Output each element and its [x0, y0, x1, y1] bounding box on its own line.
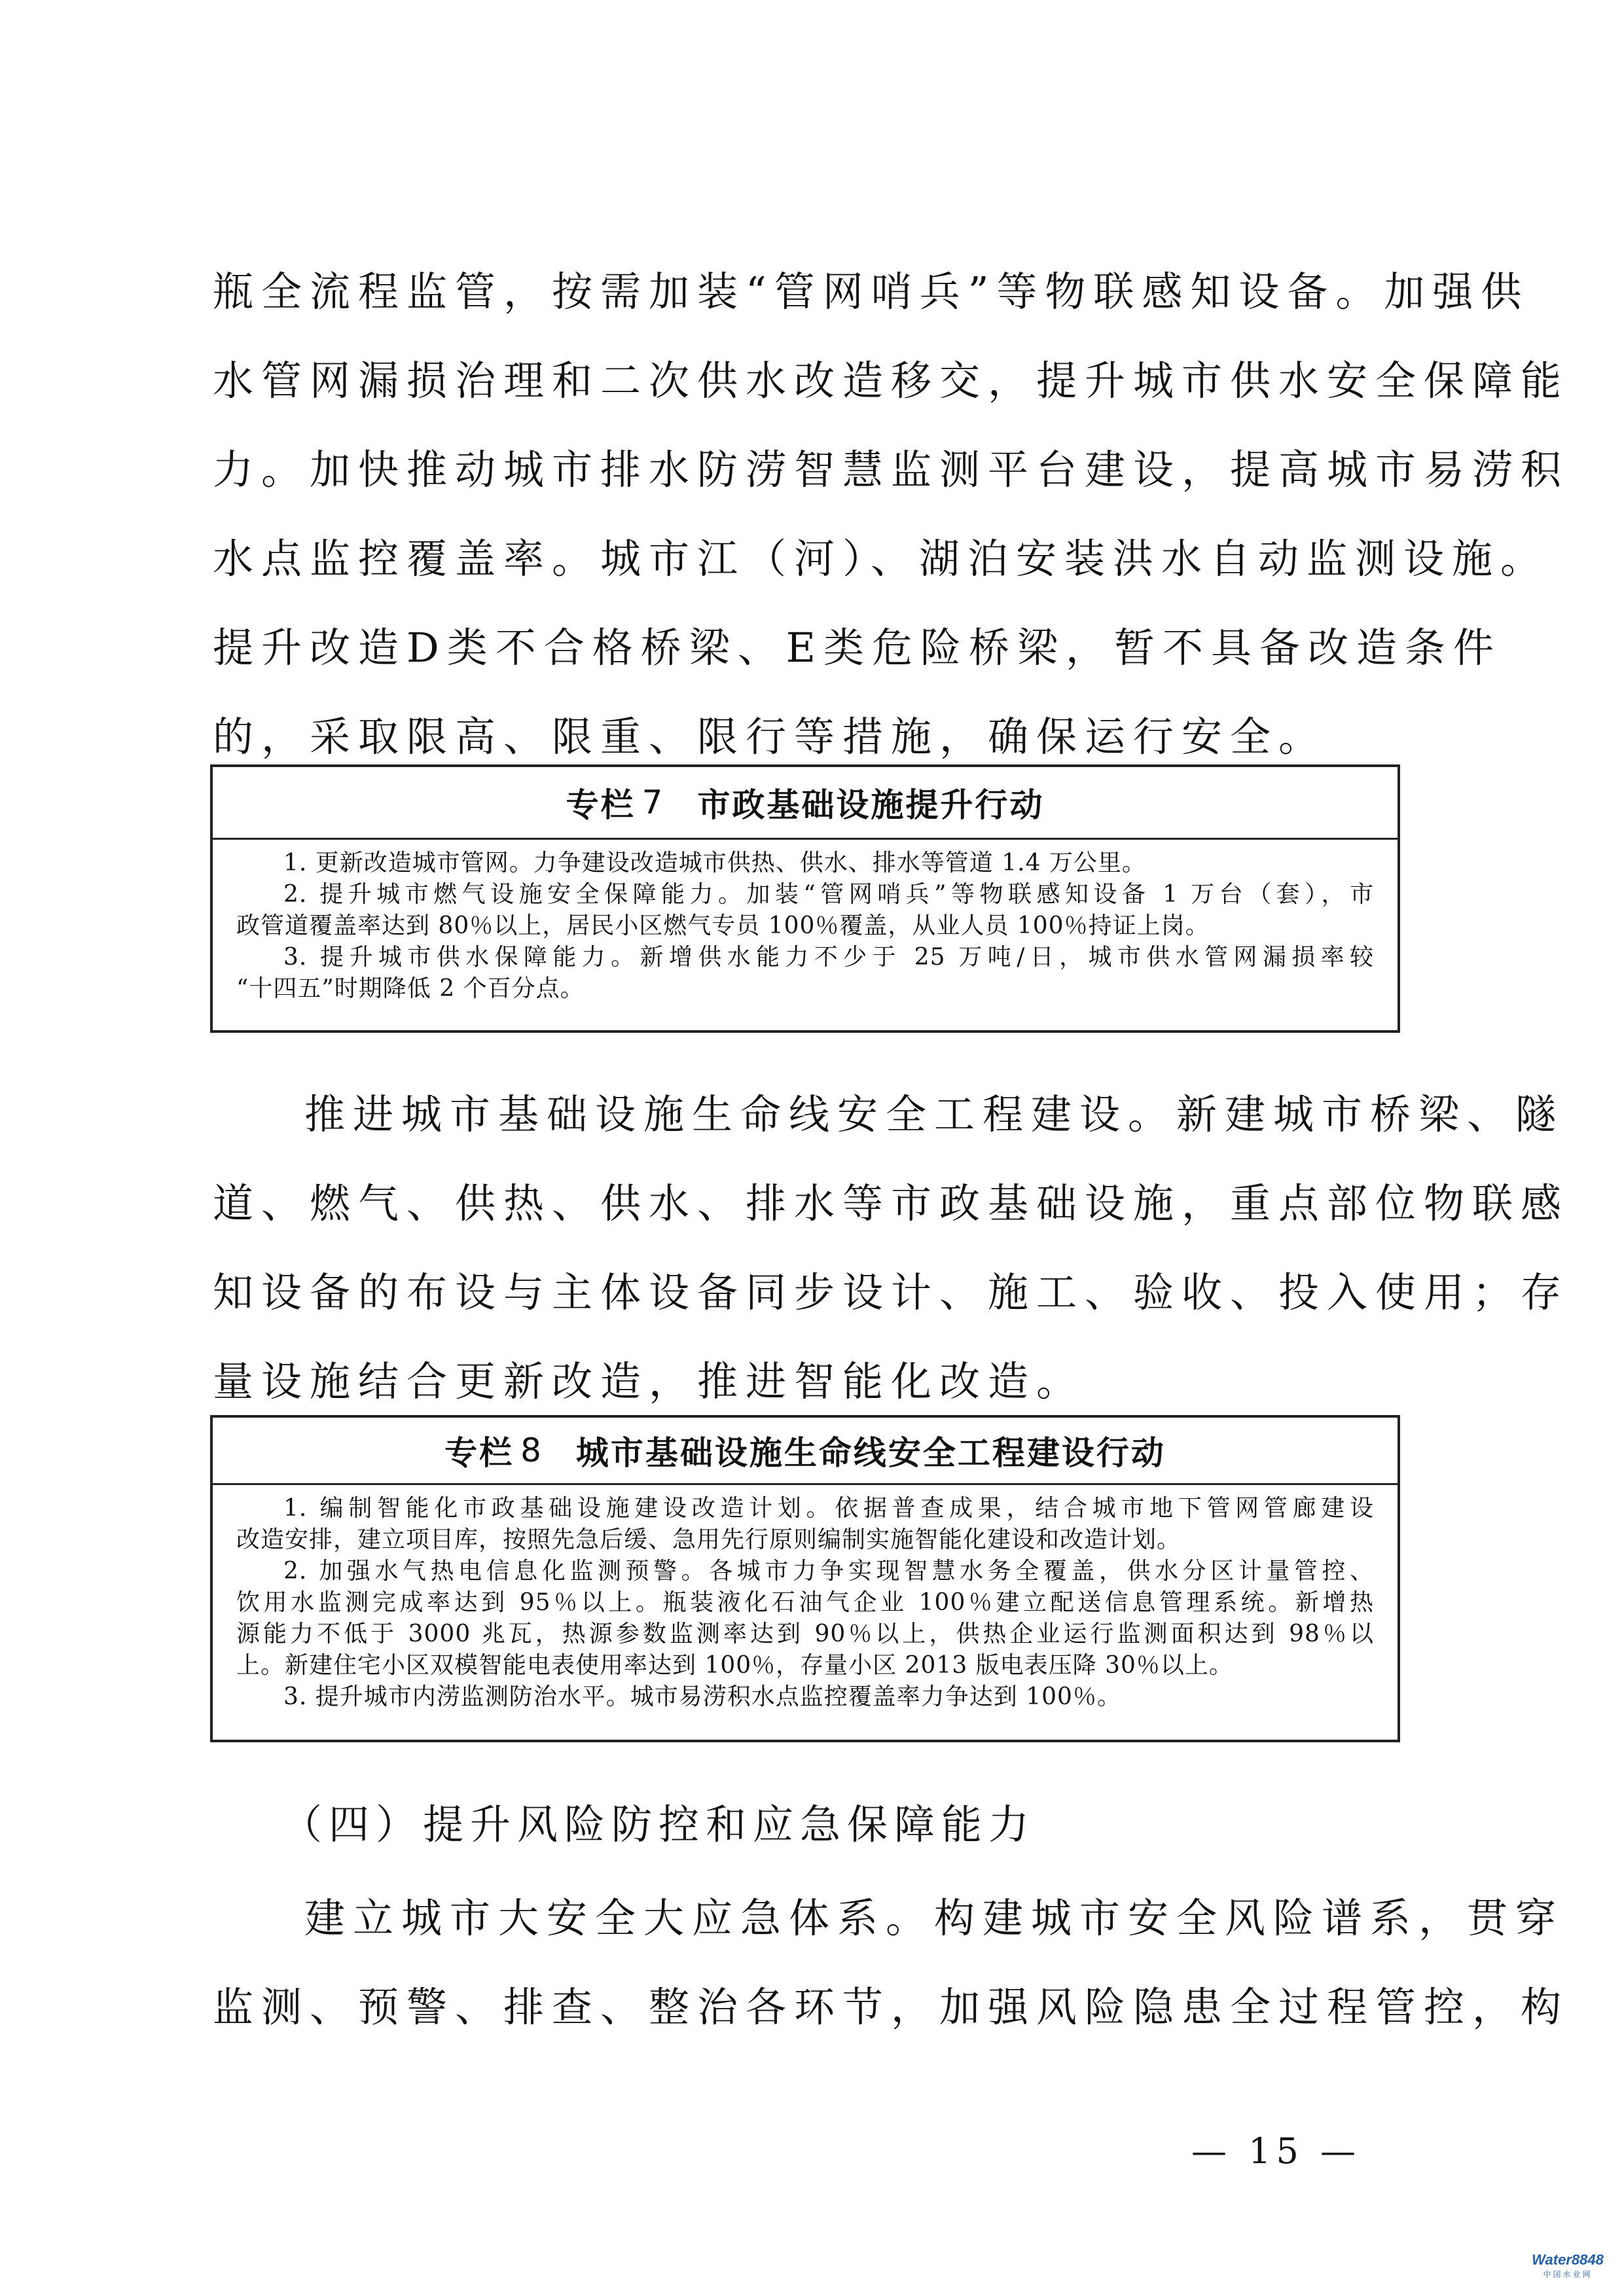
column-title-text: 城市基础设施生命线安全工程建设行动 — [575, 1434, 1166, 1472]
paragraph-1 — [213, 247, 1570, 781]
column-title-8 — [213, 1418, 1398, 1485]
section-heading: （四）提升风险防控和应急保障能力 — [281, 1801, 1036, 1848]
paragraph-line: 水点监控覆盖率。城市江（河）、湖泊安装洪水自动监测设施。 — [213, 535, 1549, 583]
paragraph-line: 建立城市大安全大应急体系。构建城市安全风险谱系，贯穿 — [304, 1894, 1564, 1942]
column-line: 政管道覆盖率达到 80％以上，居民小区燃气专员 100％覆盖，从业人员 100％持证上岗。 — [236, 912, 1210, 939]
paragraph-3 — [213, 1874, 1570, 2052]
column-line: 1. 更新改造城市管网。力争建设改造城市供热、供水、排水等管道 1.4 万公里。 — [283, 850, 1146, 876]
paragraph-line: 瓶全流程监管，按需加装“管网哨兵”等物联感知设备。加强供 — [213, 268, 1530, 315]
paragraph-line: 的，采取限高、限重、限行等措施，确保运行安全。 — [213, 713, 1327, 761]
column-title-7 — [213, 767, 1398, 840]
column-label: 专栏 — [566, 786, 636, 824]
column-number: 8 — [520, 1431, 543, 1469]
column-line: 改造安排，建立项目库，按照先急后缓、急用先行原则编制实施智能化建设和改造计划。 — [236, 1526, 1182, 1553]
paragraph-line: 力。加快推动城市排水防涝智慧监测平台建设，提高城市易涝积 — [213, 446, 1570, 493]
column-box-7 — [210, 764, 1400, 1033]
paragraph-line: 道、燃气、供热、供水、排水等市政基础设施，重点部位物联感 — [213, 1179, 1570, 1227]
column-line: 源能力不低于 3000 兆瓦，热源参数监测率达到 90％以上，供热企业运行监测面积达到 98％以 — [236, 1621, 1374, 1647]
column-line: 3. 提升城市供水保障能力。新增供水能力不少于 25 万吨/日，城市供水管网漏损率较 — [283, 944, 1374, 971]
column-body-7 — [213, 840, 1398, 1014]
column-line: 2. 提升城市燃气设施安全保障能力。加装“管网哨兵”等物联感知设备 1 万台（套），市 — [283, 881, 1374, 908]
column-line: 3. 提升城市内涝监测防治水平。城市易涝积水点监控覆盖率力争达到 100％。 — [283, 1683, 1121, 1710]
watermark-subtext: 中国水业网 — [1543, 2270, 1593, 2279]
column-label: 专栏 — [444, 1434, 514, 1472]
column-title-text: 市政基础设施提升行动 — [697, 786, 1045, 824]
column-box-8 — [210, 1415, 1400, 1742]
column-line: 2. 加强水气热电信息化监测预警。各城市力争实现智慧水务全覆盖，供水分区计量管控、 — [283, 1558, 1374, 1585]
column-line: 饮用水监测完成率达到 95％以上。瓶装液化石油气企业 100％建立配送信息管理系统。新增热 — [236, 1589, 1374, 1616]
column-body-8 — [213, 1485, 1398, 1722]
paragraph-line: 推进城市基础设施生命线安全工程建设。新建城市桥梁、隧 — [304, 1090, 1564, 1138]
paragraph-line: 监测、预警、排查、整治各环节，加强风险隐患全过程管控，构 — [213, 1983, 1570, 2031]
column-line: “十四五”时期降低 2 个百分点。 — [236, 975, 585, 1002]
paragraph-line: 提升改造D类不合格桥梁、E类危险桥梁，暂不具备改造条件 — [213, 624, 1502, 672]
watermark-text: Water8848 — [1532, 2251, 1604, 2268]
paragraph-line: 水管网漏损治理和二次供水改造移交，提升城市供水安全保障能 — [213, 357, 1570, 404]
paragraph-line: 量设施结合更新改造，推进智能化改造。 — [213, 1357, 1085, 1405]
paragraph-line: 知设备的布设与主体设备同步设计、施工、验收、投入使用；存 — [213, 1268, 1570, 1316]
column-number: 7 — [641, 783, 665, 821]
column-line: 上。新建住宅小区双模智能电表使用率达到 100％，存量小区 2013 版电表压降 30％以上。 — [236, 1652, 1233, 1679]
paragraph-2 — [213, 1070, 1570, 1426]
watermark-logo — [1525, 2251, 1610, 2280]
page-number: — 15 — — [1191, 2130, 1362, 2172]
column-line: 1. 编制智能化市政基础设施建设改造计划。依据普查成果，结合城市地下管网管廊建设 — [283, 1495, 1374, 1522]
